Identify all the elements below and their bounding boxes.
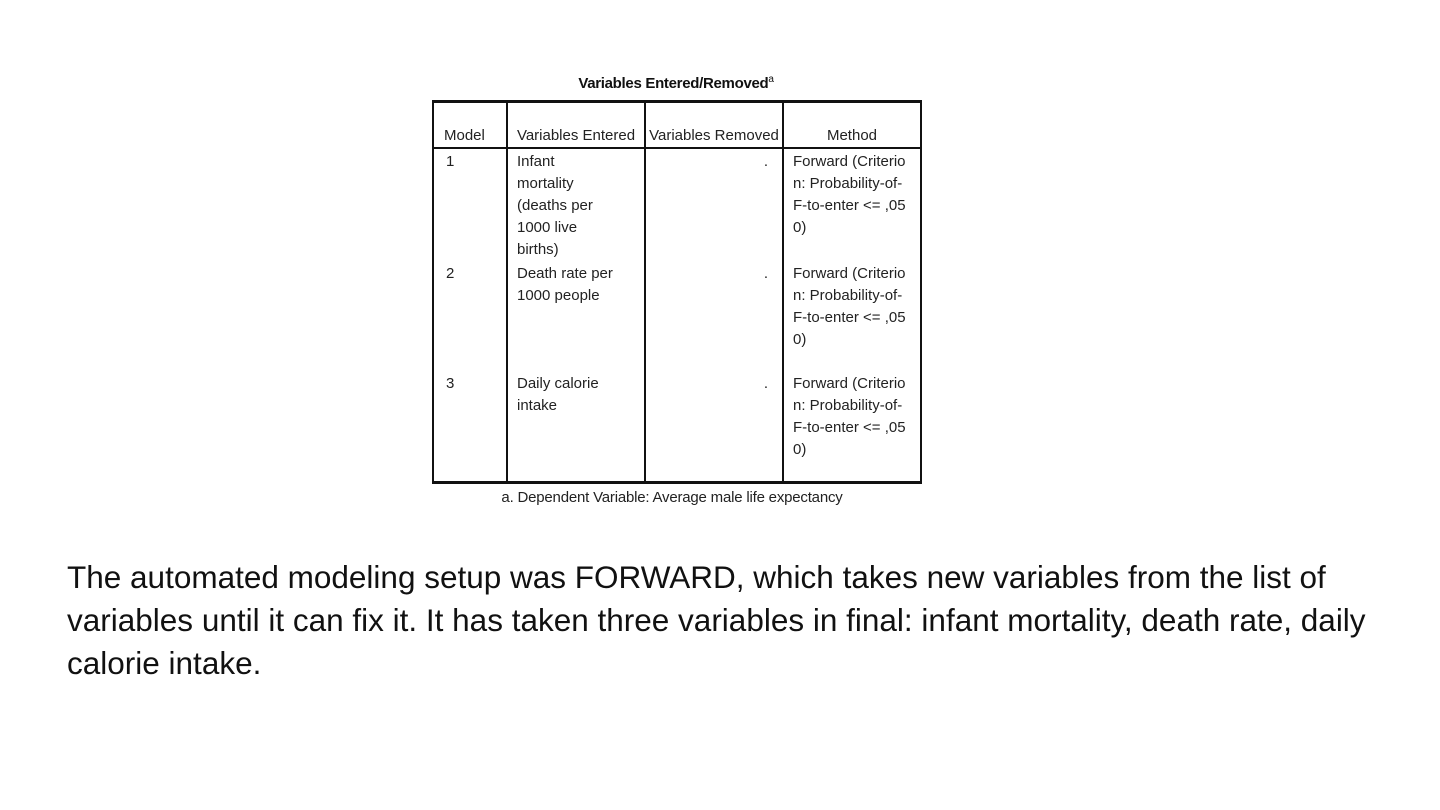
header-variables-entered: Variables Entered — [507, 102, 645, 148]
table-title — [432, 70, 920, 100]
cell-variables-entered-text: Infant mortality (deaths per 1000 live births) — [517, 152, 593, 258]
cell-variables-removed: . — [645, 148, 783, 261]
cell-variables-entered-text: Death rate per 1000 people — [517, 264, 613, 304]
explanation-paragraph: The automated modeling setup was FORWARD, which takes new variables from the list of variables until it can fix it. It has taken three variables in final: infant mortality, death rate, daily calorie intake. — [67, 559, 1366, 681]
table-footnote: a. Dependent Variable: Average male life expectancy — [501, 488, 843, 506]
cell-method — [783, 261, 921, 371]
cell-variables-entered-text: Daily calorie intake — [517, 374, 599, 414]
title-footnote-marker: a — [768, 74, 774, 85]
cell-method — [783, 148, 921, 261]
cell-variables-removed: . — [645, 261, 783, 371]
cell-model: 2 — [433, 261, 507, 371]
table-row — [433, 371, 921, 483]
cell-variables-removed: . — [645, 371, 783, 483]
cell-method-text: Forward (Criterion: Probability-of-F-to-enter <= ,050) — [793, 152, 906, 236]
cell-method-text: Forward (Criterion: Probability-of-F-to-enter <= ,050) — [793, 374, 906, 458]
table-row — [433, 148, 921, 261]
header-model: Model — [433, 102, 507, 148]
header-variables-removed: Variables Removed — [645, 102, 783, 148]
cell-variables-entered — [507, 148, 645, 261]
cell-variables-entered — [507, 371, 645, 483]
cell-method-text: Forward (Criterion: Probability-of-F-to-enter <= ,050) — [793, 264, 906, 348]
cell-variables-entered — [507, 261, 645, 371]
table-header-row — [433, 102, 921, 148]
spss-output-table-block — [432, 70, 922, 506]
cell-model: 3 — [433, 371, 507, 483]
cell-model: 1 — [433, 148, 507, 261]
table-row — [433, 261, 921, 371]
table-title-text: Variables Entered/Removed — [578, 75, 769, 92]
variables-entered-removed-table — [432, 100, 922, 484]
cell-method — [783, 371, 921, 483]
header-method: Method — [783, 102, 921, 148]
